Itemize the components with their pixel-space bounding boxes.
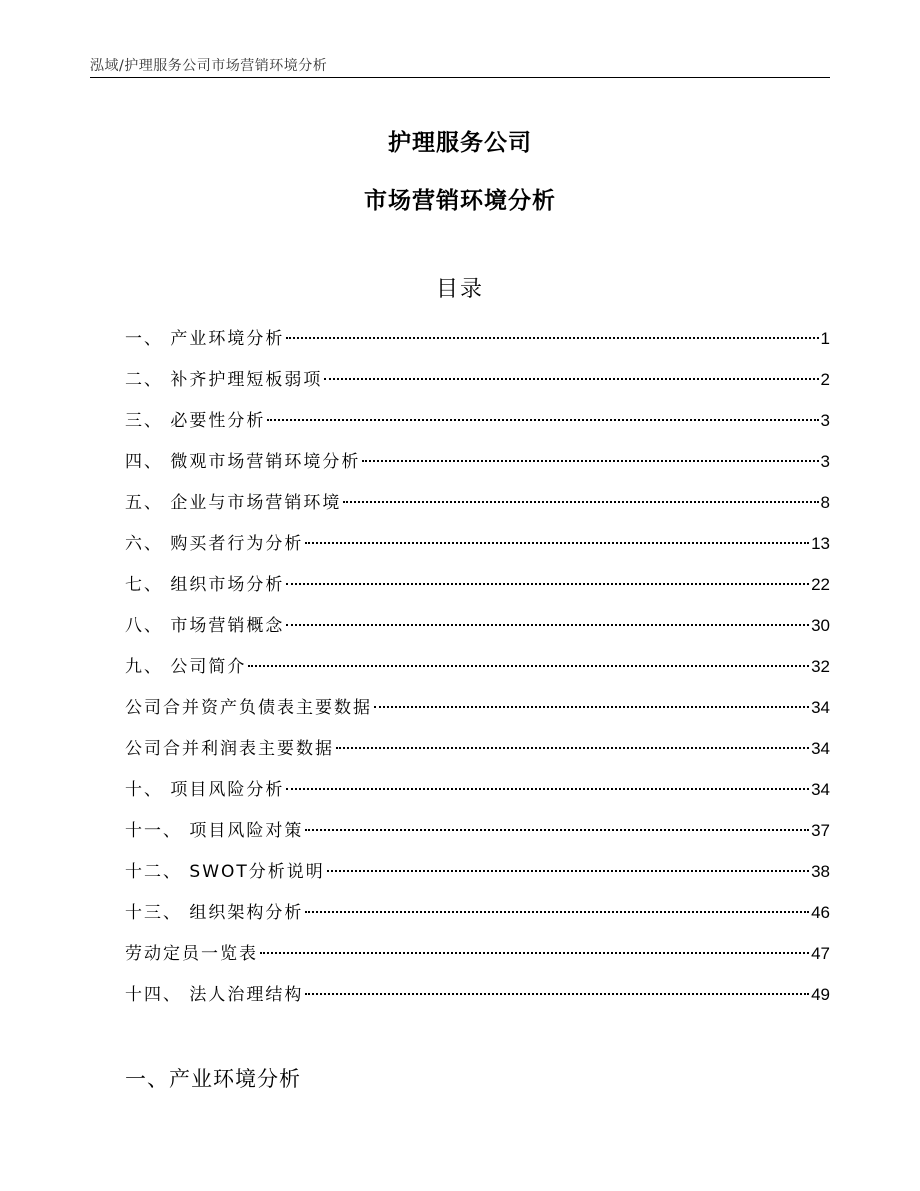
toc-entry-label: 十四、 法人治理结构 — [125, 985, 304, 1005]
toc-entry-label: 十、 项目风险分析 — [125, 780, 285, 800]
toc-entry[interactable] — [125, 564, 830, 605]
toc-entry[interactable] — [125, 974, 830, 1015]
toc-entry[interactable] — [125, 933, 830, 974]
toc-entry-page: 34 — [811, 698, 830, 717]
toc-entry-label: 二、 补齐护理短板弱项 — [125, 370, 323, 390]
toc-entry-page: 3 — [820, 411, 830, 430]
toc-entry[interactable] — [125, 687, 830, 728]
toc-entry-label: 四、 微观市场营销环境分析 — [125, 452, 361, 472]
toc-leader-dots — [248, 665, 809, 667]
table-of-contents — [125, 318, 830, 1015]
toc-entry-page: 47 — [811, 944, 830, 963]
toc-entry-page: 34 — [811, 780, 830, 799]
toc-leader-dots — [267, 419, 818, 421]
running-header: 泓域/护理服务公司市场营销环境分析 — [90, 58, 328, 74]
toc-leader-dots — [336, 747, 809, 749]
toc-entry[interactable] — [125, 646, 830, 687]
header-divider — [90, 77, 830, 78]
toc-leader-dots — [286, 337, 818, 339]
toc-entry-label: 七、 组织市场分析 — [125, 575, 285, 595]
toc-entry-page: 3 — [820, 452, 830, 471]
toc-entry-page: 38 — [811, 862, 830, 881]
toc-leader-dots — [324, 378, 818, 380]
toc-entry-page: 13 — [811, 534, 830, 553]
toc-entry-label: 十一、 项目风险对策 — [125, 821, 304, 841]
toc-entry-label: 六、 购买者行为分析 — [125, 534, 304, 554]
toc-entry-label: 九、 公司简介 — [125, 657, 247, 677]
toc-leader-dots — [362, 460, 818, 462]
toc-heading: 目录 — [435, 277, 484, 302]
toc-entry-page: 49 — [811, 985, 830, 1004]
toc-leader-dots — [305, 542, 809, 544]
toc-entry[interactable] — [125, 523, 830, 564]
toc-entry-label: 公司合并资产负债表主要数据 — [125, 698, 372, 718]
toc-leader-dots — [260, 952, 809, 954]
section-heading: 一、产业环境分析 — [125, 1067, 301, 1091]
toc-leader-dots — [286, 624, 809, 626]
toc-leader-dots — [286, 583, 809, 585]
toc-entry[interactable] — [125, 605, 830, 646]
toc-leader-dots — [286, 788, 809, 790]
toc-entry-label: 公司合并利润表主要数据 — [125, 739, 334, 759]
toc-entry[interactable] — [125, 728, 830, 769]
toc-entry-label: 十三、 组织架构分析 — [125, 903, 304, 923]
toc-leader-dots — [343, 501, 818, 503]
toc-entry-page: 37 — [811, 821, 830, 840]
toc-entry-page: 2 — [820, 370, 830, 389]
toc-entry[interactable] — [125, 359, 830, 400]
toc-leader-dots — [374, 706, 809, 708]
toc-entry-label: 劳动定员一览表 — [125, 944, 258, 964]
toc-entry-label: 八、 市场营销概念 — [125, 616, 285, 636]
toc-leader-dots — [327, 870, 809, 872]
document-title-line2: 市场营销环境分析 — [364, 188, 556, 214]
toc-entry-label: 十二、 SWOT分析说明 — [125, 862, 325, 882]
toc-entry[interactable] — [125, 482, 830, 523]
toc-entry[interactable] — [125, 400, 830, 441]
toc-entry[interactable] — [125, 441, 830, 482]
toc-entry[interactable] — [125, 810, 830, 851]
toc-entry[interactable] — [125, 851, 830, 892]
toc-entry-label: 五、 企业与市场营销环境 — [125, 493, 342, 513]
toc-entry[interactable] — [125, 892, 830, 933]
toc-leader-dots — [305, 829, 809, 831]
toc-leader-dots — [305, 911, 809, 913]
toc-entry-page: 32 — [811, 657, 830, 676]
toc-entry-page: 1 — [820, 329, 830, 348]
toc-entry-page: 34 — [811, 739, 830, 758]
toc-entry-page: 46 — [811, 903, 830, 922]
document-title-line1: 护理服务公司 — [388, 130, 532, 156]
toc-entry[interactable] — [125, 318, 830, 359]
toc-entry-label: 三、 必要性分析 — [125, 411, 266, 431]
toc-entry-page: 22 — [811, 575, 830, 594]
toc-leader-dots — [305, 993, 809, 995]
toc-entry[interactable] — [125, 769, 830, 810]
toc-entry-page: 30 — [811, 616, 830, 635]
toc-entry-label: 一、 产业环境分析 — [125, 329, 285, 349]
toc-entry-page: 8 — [820, 493, 830, 512]
